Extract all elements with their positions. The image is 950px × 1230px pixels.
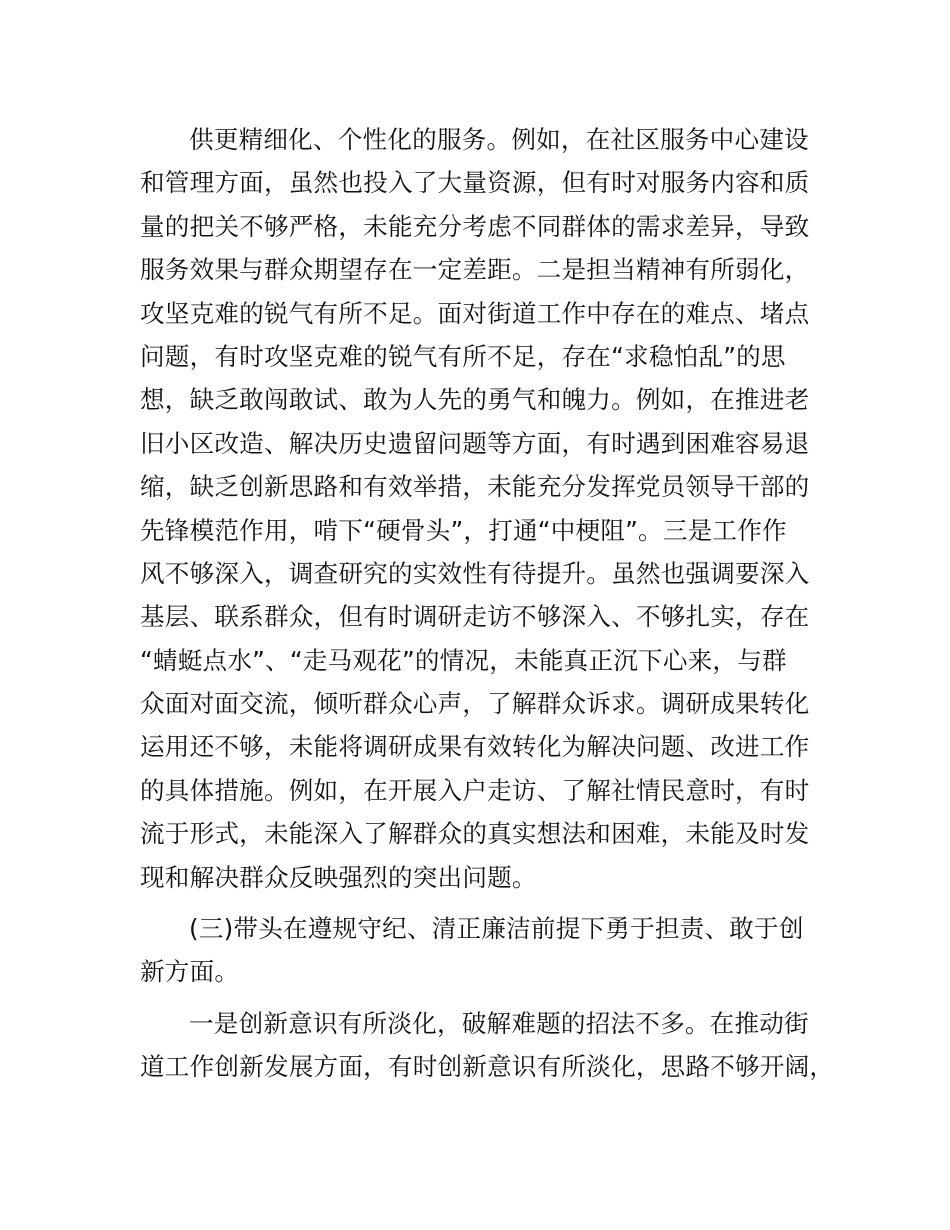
text-line: 的具体措施。例如，在开展入户走访、了解社情民意时，有时 [140, 775, 810, 805]
text-line: 问题，有时攻坚克难的锐气有所不足，存在“求稳怕乱”的思 [140, 341, 786, 371]
text-line: 先锋模范作用，啃下“硬骨头”，打通“中梗阻”。三是工作作 [140, 515, 787, 545]
text-line: 缩，缺乏创新思路和有效举措，未能充分发挥党员领导干部的 [140, 472, 810, 502]
text-line: 想，缺乏敢闯敢试、敢为人先的勇气和魄力。例如，在推进老 [140, 385, 810, 415]
body-text [140, 118, 835, 1089]
text-line: 量的把关不够严格，未能充分考虑不同群体的需求差异，导致 [140, 211, 810, 241]
text-line: 流于形式，未能深入了解群众的真实想法和困难，未能及时发 [140, 819, 810, 849]
text-line: 道工作创新发展方面，有时创新意识有所淡化，思路不够开阔， [140, 1052, 835, 1082]
paragraph [140, 118, 820, 899]
paragraph-spacer [140, 899, 820, 907]
text-line: 基层、联系群众，但有时调研走访不够深入、不够扎实，存在 [140, 602, 810, 632]
text-line: 攻坚克难的锐气有所不足。面对街道工作中存在的难点、堵点 [140, 298, 810, 328]
paragraph-spacer [140, 994, 820, 1002]
text-line: 旧小区改造、解决历史遗留问题等方面，有时遇到困难容易退 [140, 428, 810, 458]
text-line: 风不够深入，调查研究的实效性有待提升。虽然也强调要深入 [140, 558, 810, 588]
text-line: 供更精细化、个性化的服务。例如，在社区服务中心建设 [189, 125, 809, 154]
text-line: 服务效果与群众期望存在一定差距。二是担当精神有所弱化， [140, 255, 810, 285]
text-line: (三)带头在遵规守纪、清正廉洁前提下勇于担责、敢于创 [189, 914, 804, 944]
text-line: “蜻蜓点水”、“走马观花”的情况，未能真正沉下心来，与群 [140, 645, 787, 675]
section-heading [140, 907, 820, 994]
text-line: 运用还不够，未能将调研成果有效转化为解决问题、改进工作 [140, 732, 810, 762]
text-line: 一是创新意识有所淡化，破解难题的招法不多。在推动街 [189, 1008, 809, 1038]
text-line: 众面对面交流，倾听群众心声，了解群众诉求。调研成果转化 [140, 689, 810, 719]
paragraph [140, 1002, 835, 1089]
text-line: 现和解决群众反映强烈的突出问题。 [140, 862, 537, 892]
text-line: 新方面。 [140, 957, 240, 987]
text-line: 和管理方面，虽然也投入了大量资源，但有时对服务内容和质 [140, 168, 810, 198]
